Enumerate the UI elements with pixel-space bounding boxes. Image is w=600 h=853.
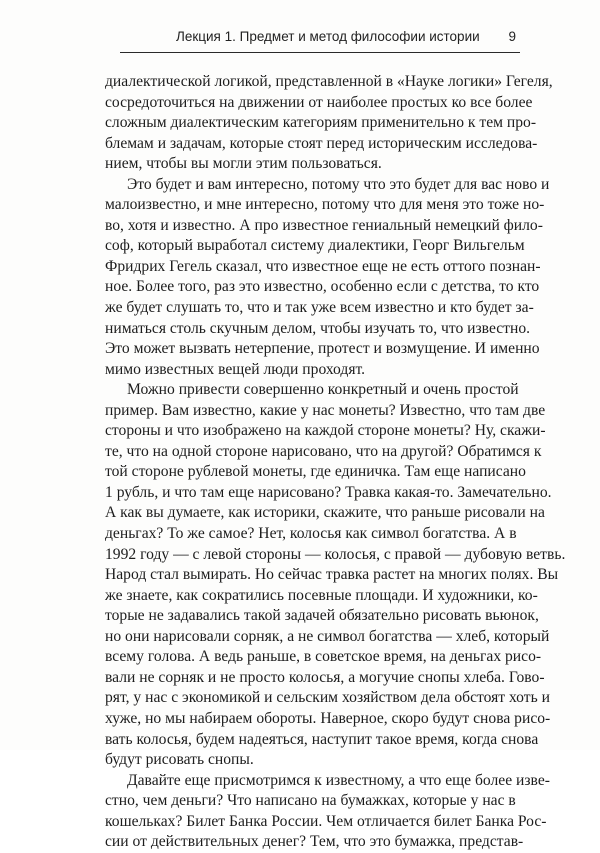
text-line: будут рисовать снопы. <box>105 751 254 769</box>
text-line: соф, который выработал систему диалектики, Георг Вильгельм <box>105 237 525 255</box>
text-line: вали не сорняк и не просто колосья, а могучие снопы хлеба. Гово- <box>105 668 545 686</box>
text-line: кошельках? Билет Банка России. Чем отличается билет Банка Рос- <box>105 812 547 830</box>
text-line: деньгах? То же самое? Нет, колосья как символ богатства. А в <box>105 525 517 543</box>
text-line: мимо известных вещей люди проходят. <box>105 360 366 378</box>
text-line: рят, у нас с экономикой и сельским хозяйством дела обстоят хоть и <box>105 689 550 707</box>
text-line: торые не задавались такой задачей обязательно рисовать вьюнок, <box>105 607 539 625</box>
text-line: вать колосья, будем надеяться, наступит такое время, когда снова <box>105 730 539 748</box>
text-line: нием, чтобы вы могли этим пользоваться. <box>105 155 382 173</box>
text-line: Давайте еще присмотримся к известному, а что еще более изве- <box>127 771 550 789</box>
text-line: стороны и что изображено на каждой стороне монеты? Ну, скажи- <box>105 422 546 440</box>
paragraph <box>105 380 566 770</box>
text-line: ниматься столь скучным делом, чтобы изучать то, что известно. <box>105 319 531 337</box>
text-line: хуже, но мы набираем обороты. Наверное, скоро будут снова рисо- <box>105 709 551 727</box>
text-line: малоизвестно, и мне интересно, потому что для меня это тоже но- <box>105 196 545 214</box>
text-line: ное. Более того, раз это известно, особенно если с детства, то кто <box>105 278 540 296</box>
text-line: сосредоточиться на движении от наиболее простых ко все более <box>105 93 533 111</box>
text-line: но они нарисовали сорняк, а не символ богатства — хлеб, который <box>105 627 550 645</box>
paragraph <box>105 771 550 853</box>
paragraph <box>105 175 550 380</box>
text-line: пример. Вам известно, какие у нас монеты? Известно, что там две <box>105 401 546 419</box>
text-line: 1992 году — с левой стороны — колосья, с правой — дубовую ветвь. <box>105 545 566 563</box>
text-line: Это будет и вам интересно, потому что это будет для вас ново и <box>127 175 550 193</box>
text-line: А как вы думаете, как историки, скажите, что раньше рисовали на <box>105 504 545 522</box>
text-line: те, что на одной стороне нарисовано, что на другой? Обратимся к <box>105 442 542 460</box>
text-line: Народ стал вымирать. Но сейчас травка растет на многих полях. Вы <box>105 566 559 584</box>
text-line: Это может вызвать нетерпение, протест и возмущение. И именно <box>105 340 540 358</box>
body-text <box>105 72 566 853</box>
text-line: стно, чем деньги? Что написано на бумажках, которые у нас в <box>105 792 516 810</box>
text-line: блемам и задачам, которые стоят перед историческим исследова- <box>105 134 538 152</box>
page-number: 9 <box>508 29 516 44</box>
text-line: сложным диалектическим категориям применительно к тем про- <box>105 114 537 132</box>
text-line: же знаете, как сократились посевные площади. И художники, ко- <box>105 586 538 604</box>
text-line: сии от действительных денег? Тем, что это бумажка, представ- <box>105 833 524 851</box>
text-line: Фридрих Гегель сказал, что известное еще не есть оттого познан- <box>105 257 541 275</box>
text-line: всему голова. А ведь раньше, в советское время, на деньгах рисо- <box>105 648 542 666</box>
text-line: во, хотя и известно. А про известное гениальный немецкий фило- <box>105 216 543 234</box>
paragraph <box>105 72 553 175</box>
text-line: Можно привести совершенно конкретный и очень простой <box>127 381 519 399</box>
text-line: той стороне рублевой монеты, где единичка. Там еще написано <box>105 463 526 481</box>
running-header <box>120 22 520 53</box>
text-line: диалектической логикой, представленной в «Науке логики» Гегеля, <box>105 73 553 90</box>
chapter-title: Лекция 1. Предмет и метод философии истории <box>176 29 480 44</box>
text-line: 1 рубль, и что там еще нарисовано? Травка какая-то. Замечательно. <box>105 483 552 501</box>
text-line: же будет слушать то, что и так уже всем известно и кто будет за- <box>105 299 534 317</box>
